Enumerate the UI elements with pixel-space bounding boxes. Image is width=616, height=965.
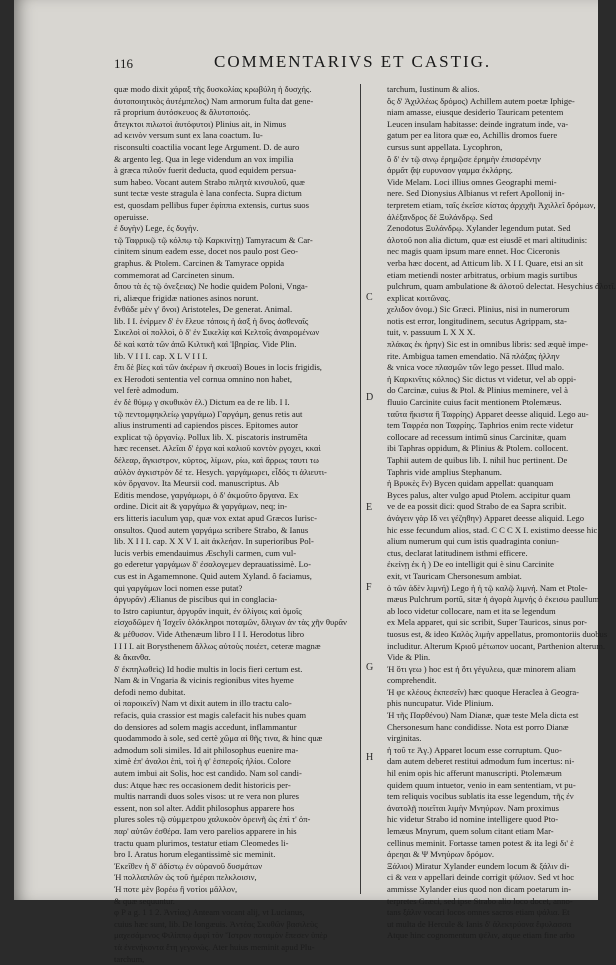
text-line: lucis verbis emendauimus Æschyli carmen, cum vul- — [114, 547, 297, 558]
text-line: cinitem sinum eadem esse, docet nos paulo post Geo- — [114, 246, 299, 257]
text-line: tractu quam plurimos, testatur etiam Cleomedes li- — [114, 837, 289, 848]
text-line: hic videtur Strabo id nomine intelligere quod Pto- — [387, 814, 559, 825]
text-line: Chersonesum hanc condidisse. Nota est porro Dianæ — [387, 721, 569, 732]
text-line: Editis mendose, γαργάμωρι, ὁ δ' ἀκμοῦτο ὅργανα. Ex — [114, 489, 299, 500]
text-line: tarchum, — [114, 953, 145, 964]
text-line: ἐν δὲ θύμῳ γ σκυθικὸν ἐλ.) Dictum ea de re lib. I I. — [114, 397, 290, 408]
text-line: τῷ πεντομφηκλείῳ γαργάμω) Γαργάμη, genus retis aut — [114, 408, 303, 419]
text-line: hæc recenset. Αλεῖαι δ' ἐργα καὶ καλιοῦ κοντὸν ργοχει, κκαὶ — [114, 443, 321, 454]
text-line: sum habeo. Vocant autem Strabo πιλητὰ κινσυλοῦ, quæ — [114, 176, 305, 187]
text-line: dus: Atque hæc res occasionem dedit historicis per- — [114, 779, 291, 790]
text-line: & vnica voce πλασμῶν τῶν lego pesset. Illud malo. — [387, 362, 564, 373]
text-line: plures soles τῷ σύμμετρου χαλυκοὸν ὁρεινῆ ὡς ἐπὶ τ' ὀπ- — [114, 814, 311, 825]
text-line: ταῦτα ἥκιστα ἢ Ταφρίης) Apparet deesse aliquid. Lego au- — [387, 408, 589, 419]
text-line: dam autem deberet restitui admodum fum incertus: ni- — [387, 756, 575, 767]
text-line: essent, non sol alter. Addit philosophus apparere hos — [114, 802, 295, 813]
text-line: ἡ Καρκινῖτις κόλπος) Sic dictus vt videtur, vel ab oppi- — [387, 373, 577, 384]
text-line: exit, vt Tauricam Chersonesum ambiat. — [387, 570, 522, 581]
text-line: ἔνθάδε μὲν γ' ὄνοι) Aristoteles, De generat. Animal. — [114, 304, 293, 315]
text-line: lemæus Mnyrum, quem solum citant etiam Mar- — [387, 826, 554, 836]
text-line: ammisse Xylander eius quod non dicam poetarum in- — [387, 883, 572, 894]
text-line: ὅπου τὰ ἐς τῷ ὀνεξειας) Ne hodie quidem Poloni, Vnga- — [114, 281, 308, 292]
text-line: Ἐκεῖθεν ἡ δ' ἀδίστῳ ἐν οὐρανοῦ δυσμάτων — [114, 860, 263, 871]
text-line: δέλεαρ, ἅγκιστρον, κύρτος, λίμων, ρίω, καὶ ἄρρως ταυτι τω — [114, 455, 319, 465]
text-line: rā proprium ἀυτόσκευος & ἄλυτοποιός. — [114, 107, 251, 118]
text-line: οἱ παροικεῖν) Nam vt dixit autem in illo tractu calo- — [114, 698, 292, 709]
text-line: sunt tectæ veste stragula è lana confecta. Supra dictum — [114, 188, 302, 199]
left-column — [114, 84, 354, 965]
page-header — [14, 52, 598, 74]
text-line: χελιδον ὀνομ.) Sic Græci. Plinius, nisi in numerorum — [387, 304, 570, 315]
text-line: τὰ ἐνενήκοντα ἔτη γεγονώς. Ater huius meminit apud Plu- — [114, 941, 315, 952]
text-line: do Carcinæ, cuius & Ptol. & Plinius meminere, vel à — [387, 385, 568, 396]
text-line: Zenodotus Ξυλάνδρῳ. Xylander legendum putat. Sed — [387, 223, 571, 234]
text-line: defodi nemo dubitat. — [114, 686, 186, 697]
text-line: ἡ τοῦ τε Ἀγ.) Apparet locum esse corruptum. Quo- — [387, 744, 562, 755]
text-line: ad κεινὸν versum sunt ex lana coactum. Iu- — [114, 130, 263, 141]
text-line: cus est in Agamemnone. Quid autem Xyland. ô faciamus, — [114, 570, 312, 581]
text-line: & ἄκανθα. — [114, 652, 151, 663]
text-line: Leucen insulam habitasse: deinde ingratum inde, va- — [387, 118, 569, 129]
text-line: bro I. Aratus horum elegantissimè sic meminit. — [114, 849, 276, 860]
column-rule — [360, 84, 361, 894]
text-line: φ P a g. 1 1 2. Ἀντίας) Anteam vocant alij, vt Lucianus, — [114, 907, 305, 918]
text-line: alius instrumenti ad capiendos pisces. Epitomes autor — [114, 420, 299, 431]
text-line: cursus sunt appellata. Lycophron, — [387, 141, 503, 152]
text-line: ex Herodoti sententia vel cornua omnino non habet, — [114, 373, 293, 384]
running-head: COMMENTARIVS ET CASTIG. — [214, 52, 492, 71]
text-line: to Istro capiuntur, ἀργυρᾶν inquit, ἐν ὀλίγοις καὶ ὁμοῖς — [114, 605, 302, 616]
text-line: lib. V I I I. cap. X L V I I I. — [114, 350, 208, 361]
margin-markers — [366, 84, 380, 884]
text-line: μαχεσάμενος Φιλίππῳ ἀμφὶ τὸν Ἴστρον ποταμὸν ἔπεσεν ὑπὲρ — [114, 930, 328, 941]
text-line: ἀρεηαι & Ψ Μνηύρων δρόμον. — [387, 849, 495, 860]
text-line: Vide & Plin. — [387, 652, 431, 663]
text-line: Ἡ φε κλέους ἐκπεσεῖν) hæc quoque Heraclea à Geogra- — [387, 686, 580, 697]
text-line: fluuio Carcinite cuius facit mentionem Ptolemæus. — [387, 397, 562, 408]
text-line: collocare ad recessum intimū sinus Carcinitæ, quam — [387, 431, 567, 442]
text-line: quodammodo à sole, sed certè χῶμα αἰ θῆς τινα, & hinc quæ — [114, 733, 323, 744]
text-line: κὸν ὅργανον. Ita Meursii cod. manuscriptus. Ab — [114, 478, 279, 489]
text-line: & quæ sequuntur. — [114, 895, 175, 906]
text-line: I I I I. ait Borysthenem ἄλλως αὐτοὺς ποιέετ, ceteræ magnæ — [114, 640, 321, 651]
text-line: operuisse. — [114, 211, 149, 222]
text-line: ἐ δυγὴν) Lege, ἐς δυγὴν. — [114, 223, 199, 234]
text-line: hic esse fecundum alios, stad. C C C X I. existimo deesse hic — [387, 524, 598, 535]
text-line: δ' ἐκπηλωθεὶς) Id hodie multis in locis fieri certum est. — [114, 663, 303, 674]
text-line: & μέθυσον. Vide Athenæum libro I I I. Herodotus libro — [114, 628, 304, 639]
text-line: ἀυτοποιητικὸς ἀυτέμπελος) Nam armorum fulta dat gene- — [114, 95, 314, 106]
margin-letter: E — [366, 502, 373, 513]
text-line: notis est error, longitudinem, secutus Agrippam, sta- — [387, 315, 567, 326]
text-line: ordine. Dicit ait & γαργάμω & γαργάμων, neq; in- — [114, 501, 288, 512]
text-line: admodum soli similes. Id ait philosophus euenire ma- — [114, 744, 299, 755]
text-line: ex Mela apparet, qui sic scribit, Super Tauricos, sinus por- — [387, 617, 588, 628]
text-line: Byces palus, alter vulgo apud Ptolem. accipitur quam — [387, 489, 571, 500]
text-line: gatum per ea litora quæ eo, Achillis dromos fuere — [387, 130, 558, 141]
text-line: ctus, declarat latitudinem isthmi efficere. — [387, 547, 528, 558]
text-line: pulchrum, quam ambulatione & ἀλοτοῦ delectat. Hesychius ἀλοτῖ. — [387, 281, 616, 292]
text-line: nec magis quam ipsum mare ennet. Hoc Ciceronis — [387, 246, 560, 257]
margin-letter: H — [366, 752, 374, 763]
text-line: explicat κοιτῶνας. — [387, 292, 451, 303]
text-line: Ἡ τῆς Παρθένου) Nam Dianæ, quæ teste Mela dicta est — [387, 710, 579, 721]
text-line: ὅς δ' Ἀχιλλέως δρόμος) Achillem autem poetæ Iphige- — [387, 95, 575, 106]
text-line: vel ferè admodum. — [114, 385, 179, 396]
text-line: mæus Pulchrum portū, sitæ ἡ ἀγορὰ λιμνής ὁ ἐκεισω paullum — [387, 594, 600, 605]
text-line: ci & νεα ν appellari deinde corrigit ψάλιον. Sed vt hoc — [387, 872, 575, 883]
text-line: rite. Ambigua tamen emendatio. Nā πλάξας ἡλλην — [387, 350, 560, 361]
text-line: ri, aliæque frigidæ nationes asinos norunt. — [114, 292, 259, 303]
text-line: ἀλοτοῦ non alia dictum, quæ est eiusdē et mari altitudinis: — [387, 234, 588, 245]
page-number: 116 — [114, 56, 134, 71]
text-line: ἀργυρᾶν) Ælianus de piscibus qui in conglacia- — [114, 594, 278, 605]
text-line: tuosus est, & ideo Καλὸς λιμὴν appellatus, promontoriis duobus — [387, 628, 608, 639]
text-line: ibi Taphras oppidum, & Plinius & Ptolem. collocent. — [387, 443, 569, 454]
text-line: Ξάλιοι) Miratur Xylander eundem locum & ξάλιν di- — [387, 860, 570, 871]
text-line: Vide Melam. Loci illius omnes Geographi memi- — [387, 176, 557, 187]
text-line: Σικελοὶ οἱ πολλοὶ, ὁ δ' ἐν Σικελίᾳ καὶ Κελτοῖς ἀναιρομένων — [114, 327, 320, 338]
text-line: ἀνάγειν γὰρ Ιδ νει γέζηθην) Apparet deesse aliquid. Lego — [387, 512, 585, 523]
text-line: risconsulti coactilia vocant lege Argument. D. de auro — [114, 141, 300, 152]
text-line: tarchum, Iustinum & alios. — [387, 84, 480, 94]
text-line: ἀρμᾶτ ᾄψ ευρυναον γαμμα ἐκλάρης. — [387, 165, 513, 176]
text-line: niam amasse, eiusque desiderio Tauricam petentem — [387, 107, 564, 118]
text-line: εἰσχοδῶμεν ἡ Ἰσχεῖν ὁλόκληροι ποταμῶν, ὄλιγων ἀν τὰς χῆν θυρᾶν — [114, 617, 347, 628]
text-line: & argento leg. Qua in lege videndum an vox impilia — [114, 153, 294, 164]
text-line: virginitas. — [387, 733, 422, 744]
text-line: ἀνατολῇ ποιεῖται λιμὴν Μνηύρων. Nam proximus — [387, 802, 559, 813]
text-line: alium numerum qui cum istis quadraginta coniun- — [387, 536, 559, 547]
text-line: includitur. Alterum Κριοῦ μέτωπον uocant, Parthenion alterum. — [387, 640, 606, 651]
text-line: verba hæc docent, ad Atticum lib. X I I. Quare, etsi an sit — [387, 257, 584, 268]
text-line: terpretem etiam, ταῖς ἐκεῖσε κίστας ἀρχιχῆι Ἀχιλλεῖ δρόμων, — [387, 199, 596, 210]
text-line: explicat τῷ ὀργανίῳ. Pollux lib. X. piscatoris instrumēta — [114, 431, 308, 442]
text-line: phis nuncupatur. Vide Plinium. — [387, 698, 494, 709]
text-line: quidem quum intuetor, venio in eam sententiam, vt pu- — [387, 779, 576, 790]
text-line: commemorat ad Carcineten sinum. — [114, 269, 235, 280]
text-line: ers litteris iaculum γαρ, quæ vox extat apud Græcos Iurisc- — [114, 512, 318, 523]
text-line: Taphii autem de quibus lib. I. nihil huc pertinent. De — [387, 455, 568, 465]
text-line: ἔπι δὲ βίες καὶ τῶν ἀκέρων ἡ σκευαὶ) Boues in locis frigidis, — [114, 362, 322, 373]
text-line: cellinus meminit. Fortasse tamen potest & ita legi δι' ἑ — [387, 837, 574, 848]
right-column — [387, 84, 616, 942]
text-line: terpretes Græci, sed ipse Strabo alio loco docet, anno- — [387, 895, 573, 906]
text-line: go ederetur γαργάμων δ' ἐσαλογεμεν deprauatissimè. Lo- — [114, 559, 311, 570]
text-line: ὁ τῶν ἀδὲν λιμνή) Lego ἡ ἡ τῷ καλῷ λιμνή. Nam et Ptole- — [387, 582, 588, 593]
margin-letter: F — [366, 582, 372, 593]
text-line: multis narrandi duos soles visos: ut re vera non plures — [114, 791, 299, 802]
text-line: tans ξάλιν vocari locos omnes sacros etiam ψάλια. Et — [387, 907, 570, 918]
text-line: onsultos. Quod autem γαργάμω scribere Strabo, & Ianus — [114, 524, 309, 535]
text-line: tuit, v. passuum L X X X. — [387, 327, 476, 338]
margin-letter: G — [366, 662, 374, 673]
text-line: Atque hinc cognomentum ψέλιν, atque etiam fine arbo — [387, 930, 575, 941]
text-line: ἡ Βρυκὲς ἔν) Bycen quidam appellat: quanquam — [387, 478, 554, 489]
text-line: do densiores ad solem magis accedunt, inflammantur — [114, 721, 297, 732]
margin-letter: D — [366, 392, 374, 403]
text-line: tem reliquis vocibus sublatis ita esse legendum, τῆς ἐν — [387, 791, 574, 802]
text-line: lib. I I. ἐνίρμεν δ' ἐν ἔλευε τόποις ἡ ἀσξ ἡ ὄνος ἀσθεναῖς — [114, 315, 309, 326]
text-line: ximè ἐπ' ἀναλοι ἑπὶ, τοὶ ἡ φ' ἑσπεροῖς ἡλίοι. Colore — [114, 756, 291, 767]
text-line: tem Ταφρέα non Ταφρίης. Taphrios enim recte videtur — [387, 420, 574, 431]
text-line: à græca πιλοῦν fuerit deducta, quod equidem persua- — [114, 165, 297, 176]
text-line: τῷ Ταφρικῷ τῷ κόλπῳ τῷ Καρκινίτῃ) Tamyracum & Car- — [114, 234, 313, 245]
text-line: Ἡ πολλαπλῶν ὡς τοῦ ἡμέραι πελκλοισιν, — [114, 872, 257, 883]
text-line: cuius hæc sunt, lib. De longæuis. Ἀντέας Σκυθῶν βασιλεὺς — [114, 918, 318, 929]
text-line: Ἡ ὅτι γεω ) hoc est ἡ ὅτι γέγυλεω, quæ minorem aliam — [387, 663, 576, 674]
text-line: ἐκείνῃ ἐκ ἡ ) De eo intelligit qui è sinu Carcinite — [387, 559, 554, 570]
text-line: hil enim opis hic afferunt manuscripti. Ptolemæum — [387, 768, 562, 779]
text-line: etiam metiendi noster arbitratus, orbium magis surtibus — [387, 269, 578, 280]
text-line: lib. X I I I. cap. X X V I. ait ἀκλεήαν. In superioribus Pol- — [114, 536, 314, 547]
text-line: autem imbui ait Solis, hoc est candido. Nam sol candi- — [114, 768, 302, 779]
text-line: ὃ δ' ἐν τῷ σινῳ ἐρημῷσε ἐρημὴν ἐπισαρένην — [387, 153, 541, 164]
text-line: graphus. & Ptolem. Carcinen & Tamyrace oppida — [114, 257, 285, 268]
text-line: quæ modo dixit χάραξ τῆς δυσκολίας κρωβύλη ἡ δυσχής. — [114, 84, 312, 94]
text-line: Ἡ ποτε μὲν βορέω ἢ νοτίοι μᾶλλον, — [114, 883, 238, 894]
text-line: παρ' αὐτῶν ἐσθέρα. Iam vero parelios apparere in his — [114, 826, 297, 836]
text-line: ab loco videtur collocare, nam et ita se legendum — [387, 605, 556, 616]
text-line: Nam & in Vngaria & vicinis regionibus vites hyeme — [114, 675, 294, 686]
text-line: refacis, quia crassior est magis calefacit his nubes quam — [114, 710, 307, 721]
text-line: δὲ καὶ κατὰ τῶν ἀπῶ Κιλτικῆ καὶ Ἰβηρίας. Vide Plin. — [114, 339, 297, 350]
text-line: comprehendit. — [387, 675, 437, 686]
text-line: αὐλὸν ἀγκιστρὸν δέ τε. Hesych. γαργάμωρει, εἶδός τι ἀλιευτι- — [114, 466, 327, 477]
text-line: ve de ea possit dici: quod Strabo de ea Sapra scribit. — [387, 501, 567, 512]
text-line: qui γαργάμων loci nomen esse putat? — [114, 582, 243, 593]
text-line: πλάκας ἐκ ἡρην) Sic est in omnibus libris: sed æquè impe- — [387, 339, 589, 350]
margin-letter: C — [366, 292, 373, 303]
text-line: nere. Sed Dionysius Albianus vt refert Apollonij in- — [387, 188, 565, 199]
text-line: ἄτεγκτοι πιλωτοὶ ἀυτόφυτοι) Plinius ait, in Nimus — [114, 118, 287, 129]
text-line: ut multa de Hercule & Ianis δ' ἀλεκτρύονα ἔφυλασσα — [387, 918, 572, 929]
text-line: Taphris vide amplius Stephanum. — [387, 466, 502, 477]
text-line: ἀλέξανδρος δὲ Ξυλάνδρῳ. Sed — [387, 211, 493, 222]
book-page — [14, 0, 616, 964]
text-line: est, quosdam pellibus fuper ἐφίππιa extensis, curtus suos — [114, 199, 309, 210]
